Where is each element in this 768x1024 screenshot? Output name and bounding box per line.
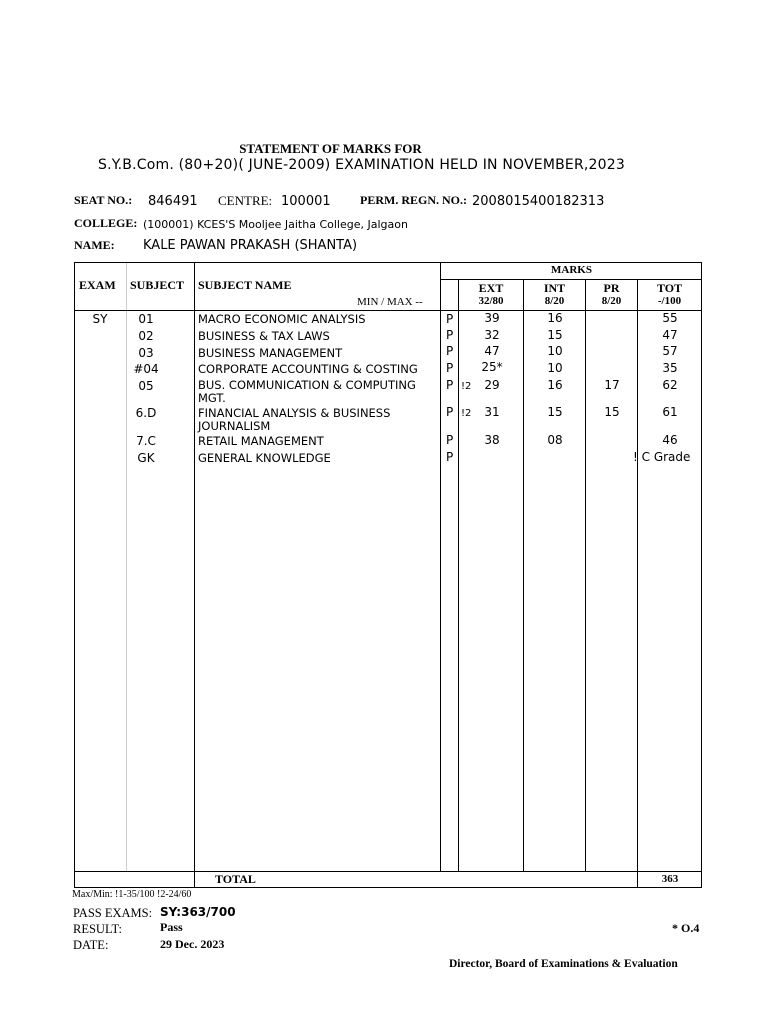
grade-mark: ! C Grade (633, 450, 691, 464)
ext-mark: 39 (484, 311, 500, 325)
ext-mark: 38 (484, 433, 500, 447)
int-mark: 15 (547, 405, 563, 419)
pr-mark: 17 (604, 378, 620, 392)
subject-name: BUSINESS & TAX LAWS (198, 329, 330, 343)
col-divider (440, 263, 441, 871)
subject-name: GENERAL KNOWLEDGE (198, 451, 331, 465)
header-ext (459, 282, 523, 308)
row-divider (440, 279, 702, 280)
subject-code: #04 (133, 362, 159, 376)
seat-number: 846491 (148, 194, 198, 209)
header-marks: MARKS (551, 264, 592, 276)
header-subject-name: SUBJECT NAME (198, 278, 292, 292)
name-label: NAME: (74, 238, 115, 252)
tot-mark: 57 (662, 344, 678, 358)
pass-exams-value: SY:363/700 (160, 905, 236, 919)
seat-label: SEAT NO.: (74, 193, 133, 207)
ext-mark: 25* (481, 360, 503, 374)
college-label: COLLEGE: (74, 216, 138, 230)
subject-name: MACRO ECONOMIC ANALYSIS (198, 312, 366, 326)
subject-code: 01 (138, 312, 154, 326)
pass-exams-label: PASS EXAMS: (73, 906, 153, 920)
tot-range: -/100 (657, 295, 682, 307)
ext-label: EXT (478, 281, 504, 295)
tot-mark: 55 (662, 311, 678, 325)
result-flag: P (446, 312, 454, 326)
int-mark: 10 (547, 361, 563, 375)
subject-code: 05 (138, 379, 154, 393)
int-mark: 08 (547, 433, 563, 447)
result-flag: P (446, 433, 454, 447)
int-mark: 16 (547, 378, 563, 392)
total-value: 363 (661, 873, 679, 885)
min-max-label: MIN / MAX -- (357, 296, 423, 308)
int-range: 8/20 (544, 295, 565, 307)
ext-mark: 29 (484, 378, 500, 392)
col-divider (194, 263, 195, 887)
pr-range: 8/20 (601, 295, 622, 307)
ordinance-flag: !2 (461, 408, 472, 419)
subject-name: RETAIL MANAGEMENT (198, 434, 324, 448)
subject-code: 02 (138, 329, 154, 343)
subject-name: BUS. COMMUNICATION & COMPUTING MGT. (198, 378, 416, 405)
subject-name: FINANCIAL ANALYSIS & BUSINESS JOURNALISM (198, 406, 391, 433)
subject-code: 03 (138, 346, 154, 360)
header-pr (586, 282, 637, 308)
max-min-note: Max/Min: !1-35/100 !2-24/60 (72, 889, 192, 900)
pr-mark: 15 (604, 405, 620, 419)
result-flag: P (446, 344, 454, 358)
tot-mark: 61 (662, 405, 678, 419)
col-divider (458, 279, 459, 871)
ext-mark: 31 (484, 405, 500, 419)
tot-label: TOT (656, 281, 683, 295)
result-flag: P (446, 361, 454, 375)
result-flag: P (446, 405, 454, 419)
result-flag: P (446, 378, 454, 392)
subject-name: BUSINESS MANAGEMENT (198, 346, 343, 360)
date-label: DATE: (73, 938, 109, 952)
subject-code: 6.D (135, 406, 157, 420)
result-value: Pass (160, 920, 183, 934)
subject-code: GK (137, 451, 155, 465)
subject-name: CORPORATE ACCOUNTING & COSTING (198, 362, 418, 376)
row-divider (74, 310, 702, 311)
perm-regn-number: 2008015400182313 (472, 194, 605, 209)
int-mark: 15 (547, 328, 563, 342)
ordinance-flag: !2 (461, 381, 472, 392)
signatory-title: Director, Board of Examinations & Evaluation (449, 958, 678, 970)
ext-range: 32/80 (478, 295, 504, 307)
int-label: INT (543, 281, 566, 295)
centre-label: CENTRE: (218, 193, 273, 208)
row-divider (74, 871, 702, 872)
result-flag: P (446, 450, 454, 464)
ordinance-note: * O.4 (672, 921, 700, 935)
subject-code: 7.C (136, 434, 156, 448)
tot-mark: 46 (662, 433, 678, 447)
header-subject: SUBJECT (130, 278, 185, 292)
ext-mark: 32 (484, 328, 500, 342)
student-name: KALE PAWAN PRAKASH (SHANTA) (143, 238, 358, 253)
statement-title: STATEMENT OF MARKS FOR (239, 141, 422, 156)
header-exam: EXAM (79, 278, 116, 292)
header-int (524, 282, 585, 308)
total-label: TOTAL (215, 872, 256, 886)
ext-mark: 47 (484, 344, 500, 358)
result-flag: P (446, 328, 454, 342)
tot-mark: 35 (662, 361, 678, 375)
perm-regn-label: PERM. REGN. NO.: (360, 193, 467, 207)
date-value: 29 Dec. 2023 (160, 937, 225, 951)
result-label: RESULT: (73, 922, 122, 936)
tot-mark: 62 (662, 378, 678, 392)
pr-label: PR (603, 281, 620, 295)
tot-mark: 47 (662, 328, 678, 342)
int-mark: 16 (547, 311, 563, 325)
centre-number: 100001 (281, 194, 331, 209)
header-tot (638, 282, 701, 308)
exam-line: S.Y.B.Com. (80+20)( JUNE-2009) EXAMINATION HELD IN NOVEMBER,2023 (98, 157, 625, 173)
college-name: (100001) KCES'S Mooljee Jaitha College, Jalgaon (143, 218, 408, 231)
exam-value: SY (92, 312, 108, 326)
int-mark: 10 (547, 344, 563, 358)
